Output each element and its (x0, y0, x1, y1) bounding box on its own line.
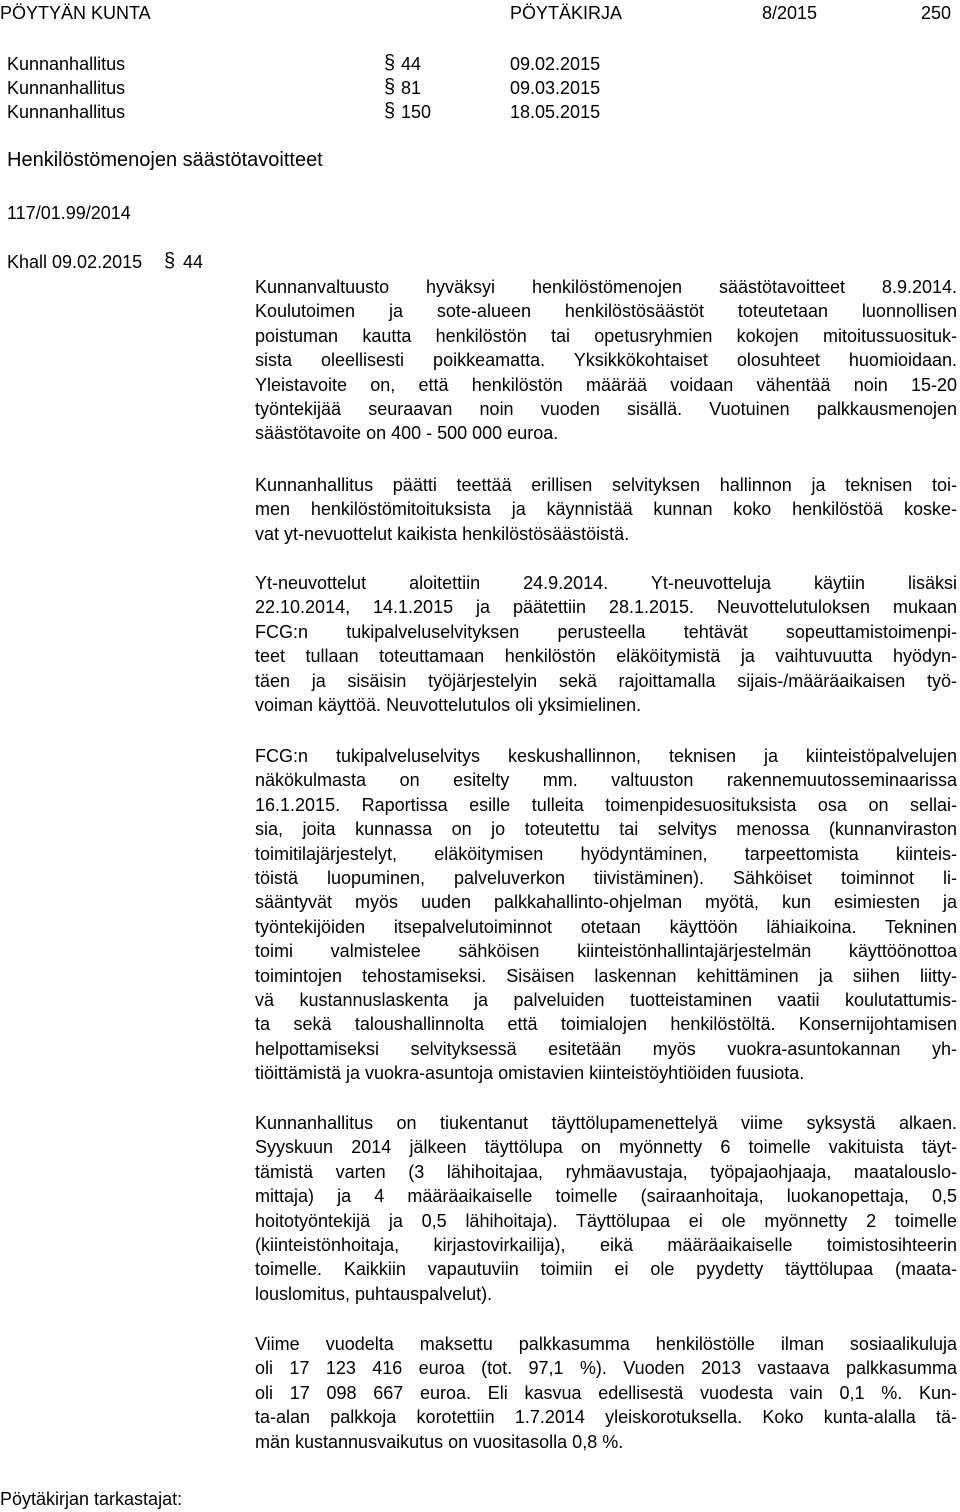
khall-reference: Khall 09.02.2015 (7, 252, 143, 272)
text-line: näkökulmasta on esitelty mm. valtuuston rakennemuutosseminaarissa (255, 770, 957, 791)
text-line: teet tullaan toteuttamaan henkilöstön eläköitymistä ja vaihtuvuutta hyödyn- (255, 646, 957, 667)
text-line: män kustannusvaikutus on vuositasolla 0,8 %. (255, 1431, 624, 1452)
text-line: toimi valmistelee sähköisen kiinteistönhallintajärjestelmän käyttöönottoa (255, 941, 957, 962)
text-line: Yleistavoite on, että henkilöstön määrää voidaan vähentää noin 15-20 (255, 374, 957, 395)
text-line: (kiinteistönhoitaja, kirjastovirkailija), eikä määräaikaiselle toimistosihteerin (255, 1235, 957, 1256)
document-number: 8/2015 (762, 3, 818, 23)
khall-section-number: 44 (183, 252, 204, 272)
text-line: oli 17 123 416 euroa (tot. 97,1 %). Vuoden 2013 vastaava palkkasumma (255, 1358, 957, 1379)
paragraph (255, 571, 957, 717)
text-line: FCG:n tukipalveluselvityksen perusteella tehtävät sopeuttamistoimenpi- (255, 621, 957, 642)
text-line: täen ja sisäisin työjärjestelyin sekä rajoittamalla sijais-/määräaikaisen työ- (255, 670, 957, 691)
meeting-body: Kunnanhallitus (7, 102, 126, 122)
meeting-section-number: 44 (401, 54, 422, 74)
section-sign: § (384, 52, 396, 74)
reference-number: 117/01.99/2014 (7, 203, 131, 223)
text-line: FCG:n tukipalveluselvitys keskushallinnon, teknisen ja kiinteistöpalvelujen (255, 746, 957, 766)
text-line: sääntyvät myös uuden palkkahallinto-ohjelman myötä, kun esimiesten ja (255, 892, 957, 913)
text-line: sia, joita kunnassa on jo toteutettu tai selvitys menossa (kunnanviraston (255, 819, 957, 840)
text-line: Koulutoimen ja sote-alueen henkilöstösäästöt toteutetaan luonnollisen (255, 301, 957, 322)
text-line: toimintojen tehostamiseksi. Sisäisen laskennan kehittäminen ja siihen liitty- (255, 965, 957, 986)
text-line: sista oleellisesti poikkeamatta. Yksikkökohtaiset olosuhteet huomioidaan. (255, 350, 957, 371)
text-line: Kunnanhallitus päätti teettää erillisen selvityksen hallinnon ja teknisen toi- (255, 475, 957, 495)
text-line: Kunnanvaltuusto hyväksyi henkilöstömenojen säästötavoitteet 8.9.2014. (255, 277, 957, 297)
text-line: töistä luopuminen, palveluverkon tiivistäminen). Sähköiset toiminnot li- (255, 868, 957, 889)
text-line: 16.1.2015. Raportissa esille tulleita toimenpidesuosituksista osa on sellai- (255, 794, 957, 815)
text-line: ta-alan palkkoja korotettiin 1.7.2014 yleiskorotuksella. Koko kunta-alalla tä- (255, 1407, 957, 1428)
text-line: Kunnanhallitus on tiukentanut täyttölupamenettelyä viime syksystä alkaen. (255, 1113, 957, 1133)
paragraph (255, 744, 957, 1086)
section-sign: § (384, 76, 396, 98)
text-line: hoitotyöntekijä ja 0,5 lähihoitaja). Täyttölupaa ei ole myönnetty 2 toimelle (255, 1210, 957, 1231)
text-line: Syyskuun 2014 jälkeen täyttölupa on myönnetty 6 toimelle vakituista täyt- (255, 1137, 957, 1158)
meeting-date: 09.02.2015 (510, 54, 601, 74)
text-line: säästötavoite on 400 - 500 000 euroa. (255, 423, 559, 444)
text-line: voiman käyttöä. Neuvottelutulos oli yksimielinen. (255, 695, 642, 716)
text-line: työntekijää seuraavan noin vuoden sisällä. Vuotuinen palkkausmenojen (255, 399, 957, 420)
section-sign: § (164, 250, 176, 272)
text-line: toimelle. Kaikkiin vapautuviin toimiin ei ole pyydetty täyttölupaa (maata- (255, 1259, 957, 1280)
text-line: tiöittämistä ja vuokra-asuntoja omistavien kiinteistöyhtiöiden fuusiota. (255, 1063, 805, 1084)
text-line: toimitilajärjestelyt, eläköitymisen hyödyntäminen, tarpeettomista kiinteis- (255, 843, 957, 864)
document-type: PÖYTÄKIRJA (510, 3, 623, 23)
meeting-body: Kunnanhallitus (7, 54, 126, 74)
meeting-date: 18.05.2015 (510, 102, 601, 122)
minutes-checkers-label: Pöytäkirjan tarkastajat: (0, 1489, 183, 1509)
document-title: Henkilöstömenojen säästötavoitteet (7, 149, 323, 171)
meeting-date: 09.03.2015 (510, 78, 601, 98)
text-line: poistuman kautta henkilöstön tai opetusryhmien kokojen mitoitussuosituk- (255, 325, 957, 346)
text-line: 22.10.2014, 14.1.2015 ja päätettiin 28.1.2015. Neuvottelutuloksen mukaan (255, 597, 957, 618)
text-line: työntekijöiden itsepalvelutoiminnot otetaan käyttöön lähiaikoina. Tekninen (255, 916, 957, 937)
text-line: Viime vuodelta maksettu palkkasumma henkilöstölle ilman sosiaalikuluja (255, 1334, 957, 1354)
section-sign: § (384, 100, 396, 122)
text-line: louslomitus, puhtauspalvelut). (255, 1283, 493, 1304)
municipality-name: PÖYTYÄN KUNTA (0, 3, 151, 23)
meeting-body: Kunnanhallitus (7, 78, 126, 98)
text-line: vat yt-nevuottelut kaikista henkilöstösäästöistä. (255, 523, 630, 544)
paragraph (255, 1332, 957, 1454)
text-line: mittaja) ja 4 määräaikaiselle toimelle (sairaanhoitaja, luokanopettaja, 0,5 (255, 1186, 957, 1207)
text-line: oli 17 098 667 euroa. Eli kasvua edellisestä vuodesta vain 0,1 %. Kun- (255, 1382, 957, 1403)
text-line: ta sekä taloushallinnolta että toimialojen henkilöstöltä. Konsernijohtamisen (255, 1014, 957, 1035)
paragraph (255, 275, 957, 446)
paragraph (255, 1111, 957, 1306)
text-line: helpottamiseksi selvityksessä esitetään myös vuokra-asuntokannan yh- (255, 1038, 957, 1059)
meeting-section-number: 81 (401, 78, 422, 98)
meeting-section-number: 150 (401, 102, 432, 122)
text-line: tämistä varten (3 lähihoitajaa, ryhmäavustaja, työpajaohjaaja, maatalouslo- (255, 1161, 957, 1182)
page-number: 250 (921, 3, 952, 23)
text-line: vä kustannuslaskenta ja palveluiden tuotteistaminen vaatii koulutattumis- (255, 990, 957, 1011)
paragraph (255, 473, 957, 546)
text-line: Yt-neuvottelut aloitettiin 24.9.2014. Yt-neuvotteluja käytiin lisäksi (255, 573, 957, 593)
text-line: men henkilöstömitoituksista ja käynnistää kunnan koko henkilöstöä koske- (255, 499, 957, 520)
